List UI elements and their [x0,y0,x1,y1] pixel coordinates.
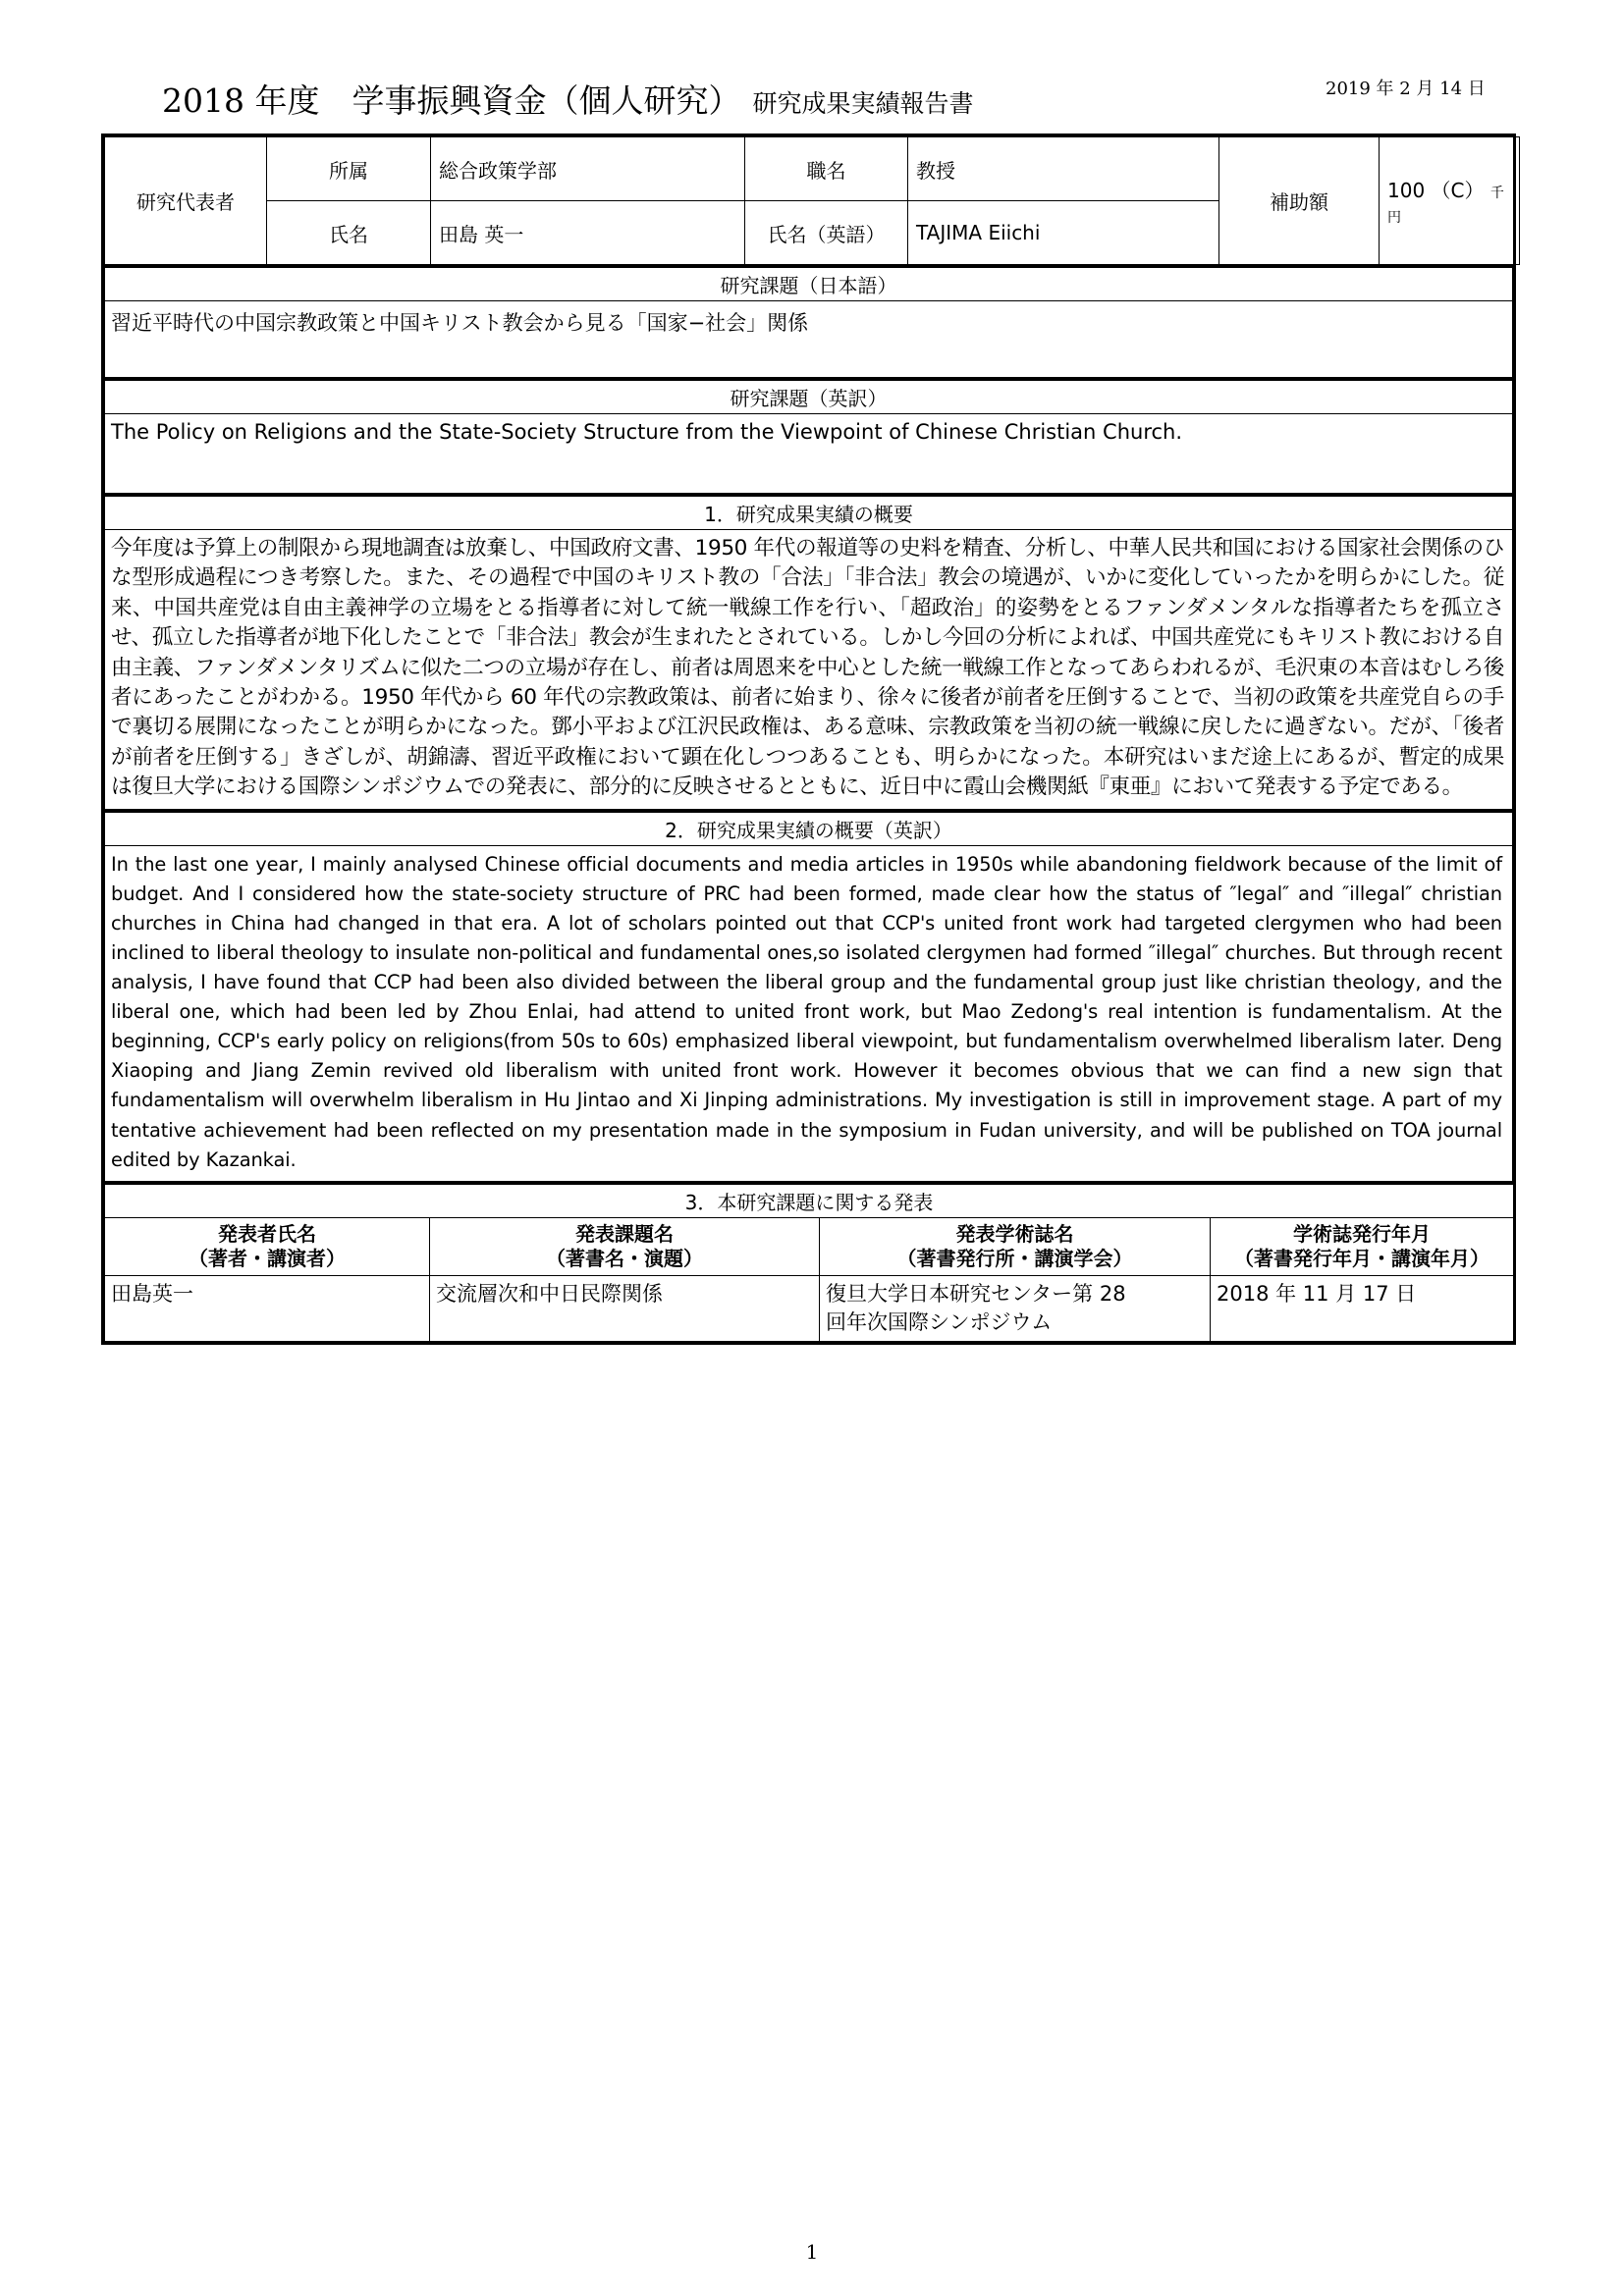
topic-en-text: The Policy on Religions and the State-Society Structure from the Viewpoint of Chinese Christian Church. [105,414,1513,494]
topic-ja-heading: 研究課題（日本語） [105,267,1513,301]
position-value: 教授 [908,137,1219,201]
title-sub: 研究成果実績報告書 [752,89,974,118]
name-value: 田島 英一 [431,201,745,265]
col-venue-header: 発表学術誌名 （著書発行所・講演学会） [820,1217,1211,1275]
topic-ja-section [104,265,1513,378]
name-en-value: TAJIMA Eiichi [908,201,1219,265]
col-date-header: 学術誌発行年月 （著書発行年月・講演年月） [1211,1217,1514,1275]
grant-value: 100 （C） [1387,179,1485,202]
page-number: 1 [805,2240,819,2264]
publications-section [104,1182,1514,1342]
researcher-info-table [104,136,1520,265]
table-row [105,1275,1514,1341]
summary-en-heading: 2．研究成果実績の概要（英訳） [105,811,1513,845]
position-label: 職名 [745,137,908,201]
name-en-label: 氏名（英語） [745,201,908,265]
name-label: 氏名 [267,201,431,265]
grant-unit: 千円 [1387,186,1504,226]
title-cell: 交流層次和中日民際関係 [430,1275,820,1341]
date-cell: 2018 年 11 月 17 日 [1211,1275,1514,1341]
venue-cell: 復旦大学日本研究センター第 28 回年次国際シンポジウム [820,1275,1211,1341]
topic-en-section [104,378,1513,494]
summary-ja-text: 今年度は予算上の制限から現地調査は放棄し、中国政府文書、1950 年代の報道等の史料を精査、分析し、中華人民共和国における国家社会関係のひな型形成過程につき考察した。また、その過程で中国のキリスト教の「合法」「非合法」教会の境遇が、いかに変化していったかを明らかにした。従来、中国共産党は自由主義神学の立場をとる指導者に対して統一戦線工作を行い、「超政治」的姿勢をとるファンダメンタルな指導者たちを孤立させ、孤立した指導者が地下化したことで「非合法」教会が生まれたとされている。しかし今回の分析によれば、中国共産党にもキリスト教における自由主義、ファンダメンタリズムに似た二つの立場が存在し、前者は周恩来を中心とした統一戦線工作となってあらわれるが、毛沢東の本音はむしろ後者にあったことがわかる。1950 年代から 60 年代の宗教政策は、前者に始まり、徐々に後者が前者を圧倒することで、当初の政策を共産党自らの手で裏切る展開になったことが明らかになった。鄧小平および江沢民政権は、ある意味、宗教政策を当初の統一戦線に戻したに過ぎない。だが、「後者が前者を圧倒する」きざしが、胡錦濤、習近平政権において顕在化しつつあることも、明らかになった。本研究はいまだ途上にあるが、暫定的成果は復旦大学における国際シンポジウムでの発表に、部分的に反映させるとともに、近日中に霞山会機関紙『東亜』において発表する予定である。 [105,530,1513,810]
report-form [101,133,1516,1345]
summary-en-text: In the last one year, I mainly analysed Chinese official documents and media articles in 1950s while abandoning fieldwork because of the limit of budget. And I considered how the state-society structure of PRC had been formed, made clear how the status of ″legal″ and ″illegal″ christian churches in China had changed in that era. A lot of scholars pointed out that CCP's united front work had targeted clergymen who had been inclined to liberal theology to insulate non-political and fundamental ones,so isolated clergymen had formed ″illegal″ churches. But through recent analysis, I have found that CCP had been also divided between the liberal group and the fundamental group just like christian theology, and the liberal one, which had been led by Zhou Enlai, had attend to united front work, but Mao Zedong's real intention is fundamentalism. At the beginning, CCP's early policy on religions(from 50s to 60s) emphasized liberal viewpoint, but fundamentalism overwhelmed liberalism later. Deng Xiaoping and Jiang Zemin revived old liberalism with united front work. However it becomes obvious that we can find a new sign that fundamentalism will overwhelm liberalism in Hu Jintao and Xi Jinping administrations. My investigation is still in improvement stage. A part of my tentative achievement had been reflected on my presentation made in the symposium in Fudan university, and will be published on TOA journal edited by Kazankai. [105,845,1513,1181]
topic-ja-text: 習近平時代の中国宗教政策と中国キリスト教会から見る「国家−社会」関係 [105,301,1513,378]
col-presenter-header: 発表者氏名 （著者・講演者） [105,1217,430,1275]
presenter-cell: 田島英一 [105,1275,430,1341]
affiliation-value: 総合政策学部 [431,137,745,201]
affiliation-label: 所属 [267,137,431,201]
topic-en-heading: 研究課題（英訳） [105,380,1513,414]
summary-ja-section [104,494,1513,810]
summary-en-section [104,810,1513,1182]
summary-ja-heading: 1．研究成果実績の概要 [105,496,1513,530]
page-title [162,79,1262,130]
grant-value-cell [1380,137,1520,265]
title-main: 2018 年度 学事振興資金（個人研究） [162,81,741,120]
report-date: 2019 年 2 月 14 日 [1326,79,1486,99]
grant-label: 補助額 [1219,137,1380,265]
col-title-header: 発表課題名 （著書名・演題） [430,1217,820,1275]
representative-label: 研究代表者 [105,137,267,265]
publications-heading: 3．本研究課題に関する発表 [105,1183,1514,1217]
